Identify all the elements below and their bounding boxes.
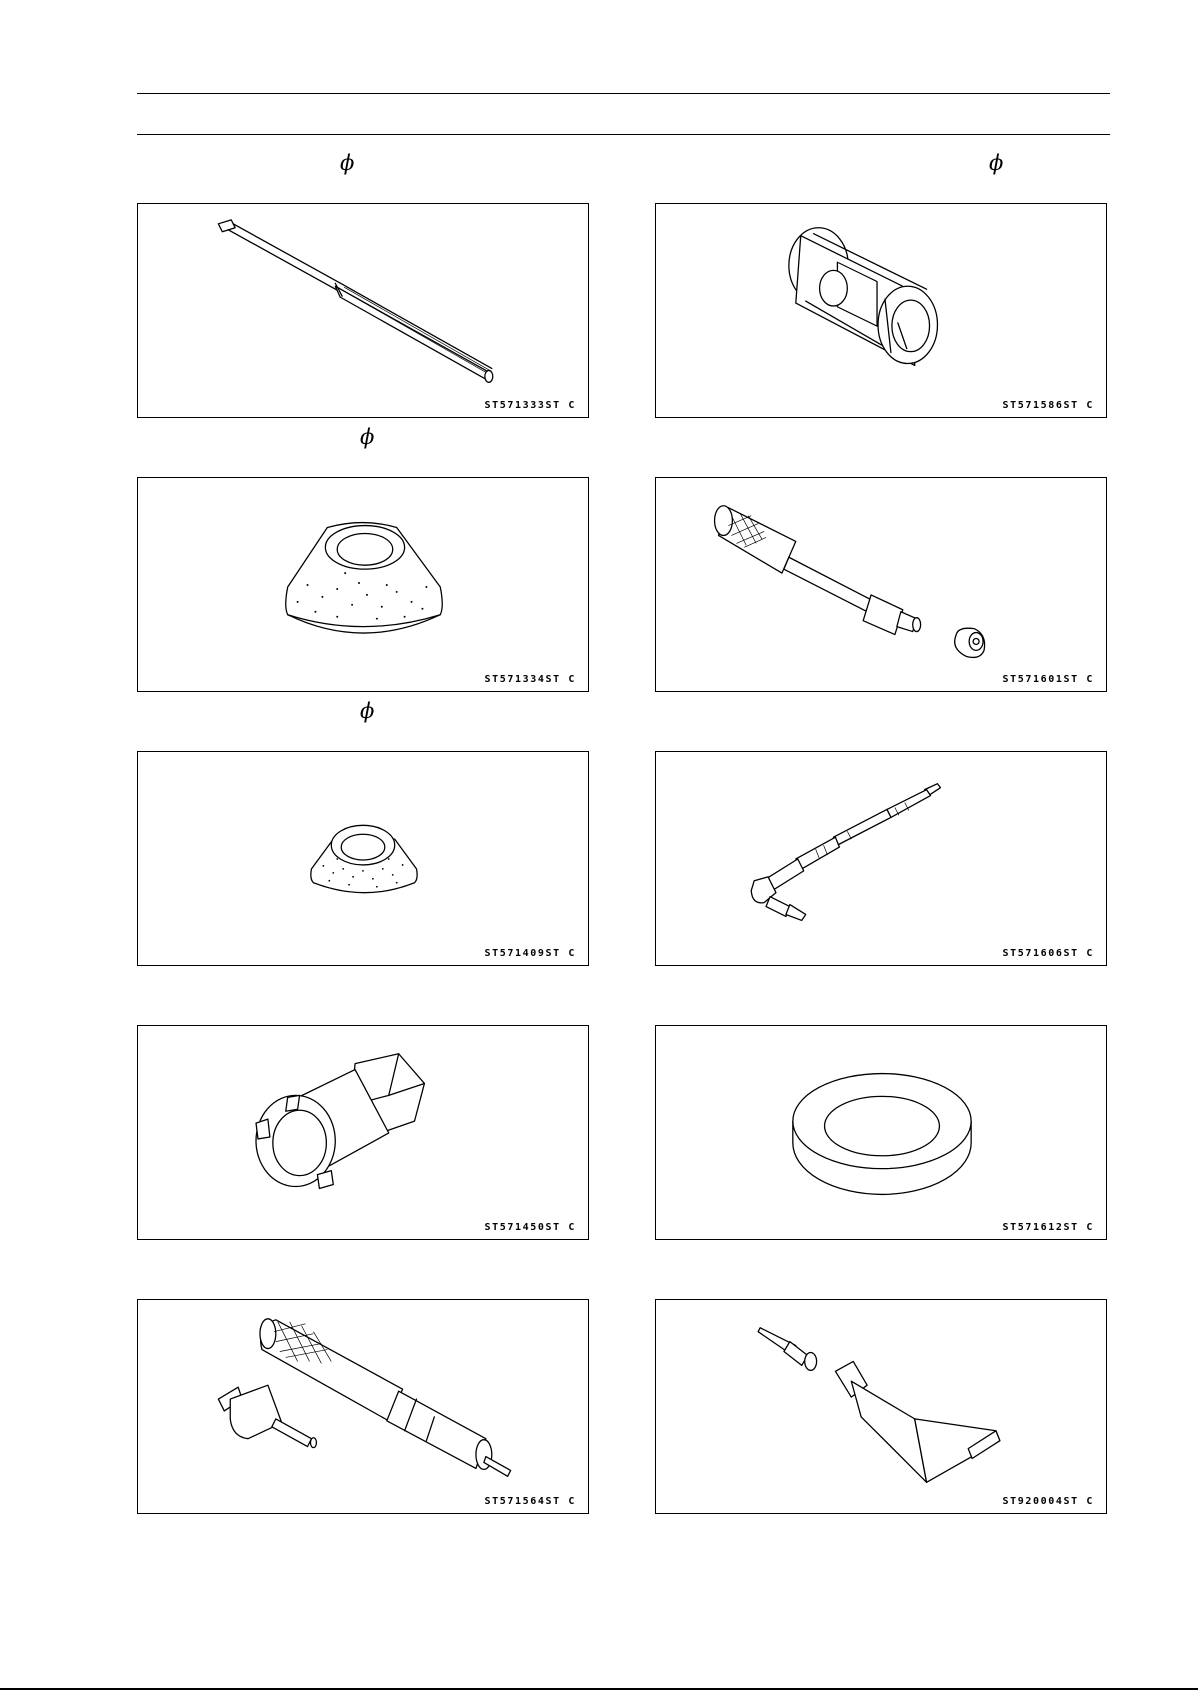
figure-code: ST571612ST C <box>1002 1222 1094 1233</box>
ring-washer-icon <box>656 1026 1106 1239</box>
valve-seat-cutter-large-icon <box>138 478 588 691</box>
figure-panel <box>137 203 589 418</box>
compression-gauge-adapter-icon <box>656 478 1106 691</box>
valve-seat-cutter-small-icon <box>138 752 588 965</box>
figure-code: ST571409ST C <box>484 948 576 959</box>
header-top-rule <box>137 93 1110 94</box>
figure-code: ST571601ST C <box>1002 674 1094 685</box>
compression-gauge-hose-icon <box>656 752 1106 965</box>
figure-panel <box>655 477 1107 692</box>
figure-panel <box>137 751 589 966</box>
nut-wrench-socket-icon <box>138 1026 588 1239</box>
figure-panel <box>137 1299 589 1514</box>
phi-symbol: ϕ <box>340 151 355 175</box>
page-bottom-rule <box>0 1688 1198 1690</box>
figure-code: ST920004ST C <box>1002 1496 1094 1507</box>
figure-code: ST571333ST C <box>484 400 576 411</box>
cutter-holder-icon <box>656 204 1106 417</box>
figure-panel <box>137 1025 589 1240</box>
figure-code: ST571450ST C <box>484 1222 576 1233</box>
figure-code: ST571586ST C <box>1002 400 1094 411</box>
figure-panel <box>655 203 1107 418</box>
figure-panel <box>655 1025 1107 1240</box>
figure-panel <box>655 1299 1107 1514</box>
sealant-tube-icon <box>656 1300 1106 1513</box>
phi-symbol: ϕ <box>360 699 375 723</box>
figure-panel <box>137 477 589 692</box>
figure-code: ST571564ST C <box>484 1496 576 1507</box>
phi-symbol: ϕ <box>360 425 375 449</box>
valve-seat-cutter-holder-bar-icon <box>138 204 588 417</box>
figure-code: ST571334ST C <box>484 674 576 685</box>
phi-symbol: ϕ <box>989 151 1004 175</box>
figure-code: ST571606ST C <box>1002 948 1094 959</box>
figure-panel <box>655 751 1107 966</box>
bearing-driver-set-icon <box>138 1300 588 1513</box>
header-bottom-rule <box>137 134 1110 135</box>
